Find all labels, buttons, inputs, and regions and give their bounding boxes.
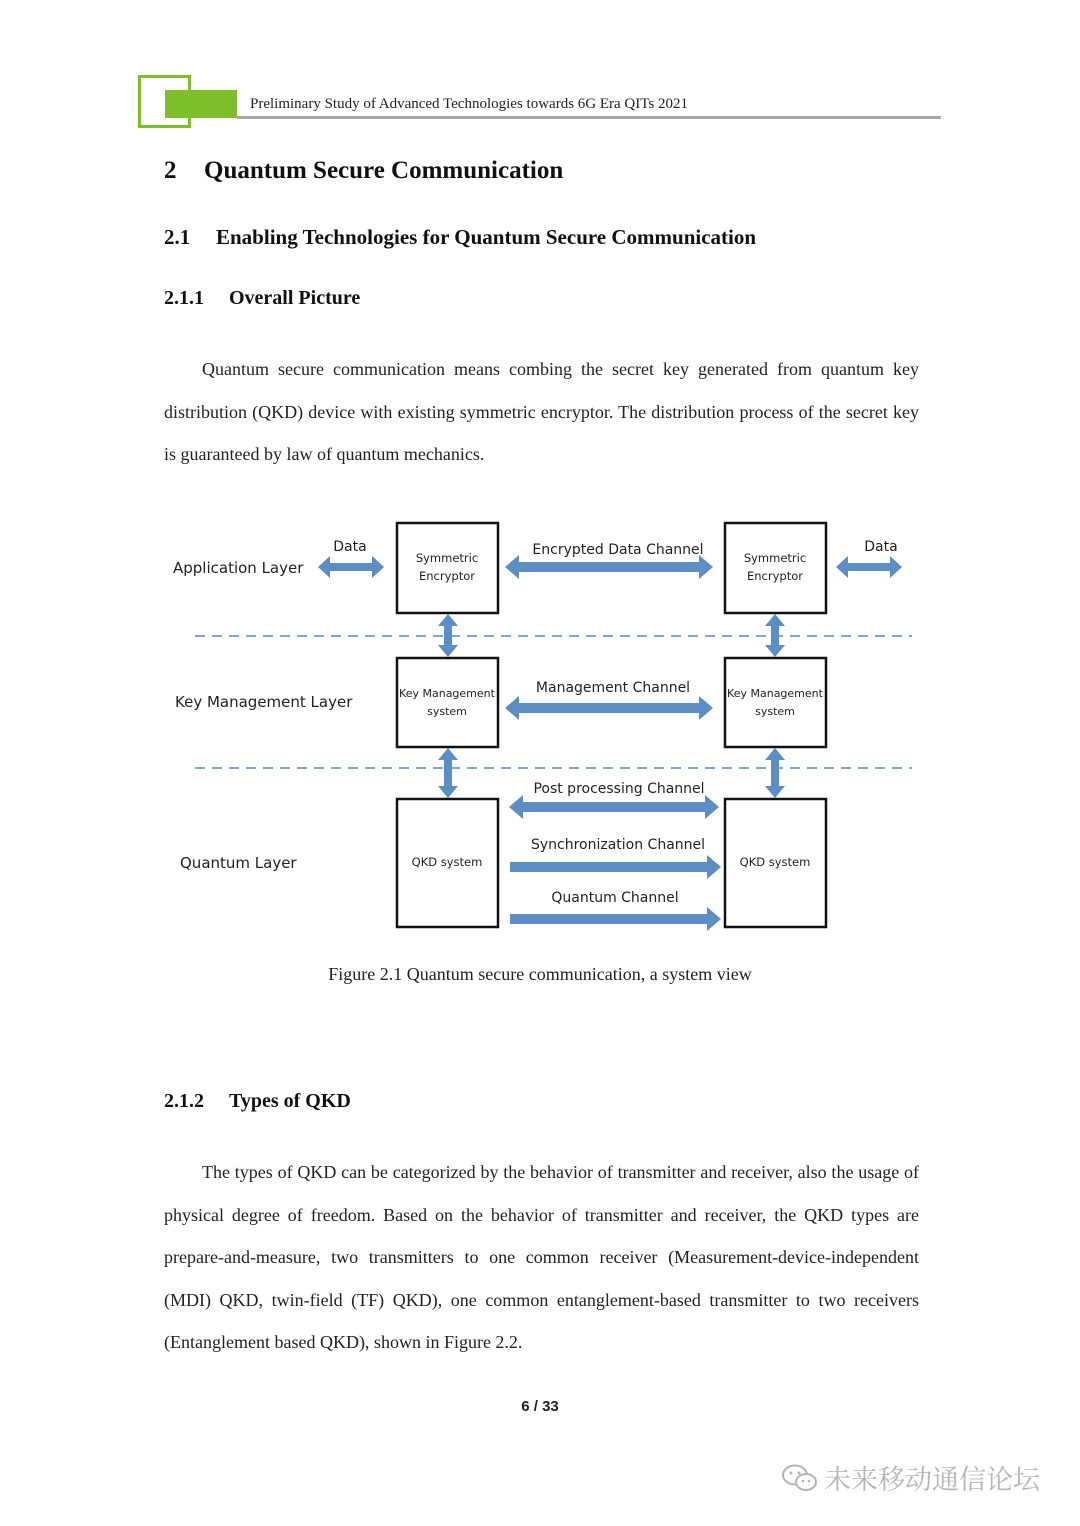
right-data-arrow — [836, 556, 902, 578]
subsubsection-number: 2.1.1 — [164, 287, 204, 309]
subsection-heading — [164, 225, 756, 250]
synchronization-channel-label: Synchronization Channel — [530, 837, 706, 853]
section-heading — [164, 157, 563, 185]
management-channel-arrow — [505, 696, 713, 720]
wechat-icon — [780, 1462, 820, 1501]
subsection-number: 2.1 — [164, 225, 191, 249]
right-kms-label-2: system — [755, 705, 795, 718]
figure-svg — [160, 510, 920, 940]
paragraph-types-text: The types of QKD can be categorized by the behavior of transmitter and receiver, also the usage of physical degree of freedom. Based on the behavior of transmitter and receiver, the QKD types are prepare-and-measure, two transmitters to one common receiver (Measurement-device-independent (MDI) QKD, twin-field (TF) QKD), one common entanglement-based transmitter to two receivers (Entanglement based QKD), shown in Figure 2.2. — [164, 1162, 919, 1352]
left-qkd-label: QKD system — [411, 855, 483, 869]
right-encryptor-label-1: Symmetric — [743, 551, 807, 565]
subsubsection-title: Overall Picture — [229, 287, 361, 309]
header-title: Preliminary Study of Advanced Technologies towards 6G Era QITs 2021 — [250, 96, 688, 112]
paragraph-types — [164, 1151, 919, 1364]
left-encryptor-label-1: Symmetric — [415, 551, 479, 565]
post-processing-channel-label: Post processing Channel — [533, 781, 705, 797]
management-channel-label: Management Channel — [535, 680, 691, 696]
post-processing-channel-arrow — [509, 795, 719, 819]
quantum-channel-arrow — [510, 907, 721, 931]
subsubsection-heading-overall — [164, 287, 360, 310]
quantum-layer-label: Quantum Layer — [180, 854, 297, 872]
right-kms-label-1: Key Management — [727, 687, 823, 700]
system-view-figure — [160, 510, 920, 940]
right-kms-qkd-arrow — [765, 748, 785, 798]
wechat-icon-svg — [780, 1462, 820, 1494]
right-qkd-label: QKD system — [739, 855, 811, 869]
left-kms-box — [397, 658, 498, 747]
left-kms-qkd-arrow — [438, 748, 458, 798]
subsubsection-heading-types — [164, 1090, 351, 1113]
subsection-title: Enabling Technologies for Quantum Secure Communication — [216, 225, 757, 249]
subsubsection-title: Types of QKD — [229, 1090, 351, 1112]
paragraph-overall-text: Quantum secure communication means combing the secret key generated from quantum key distribution (QKD) device with existing symmetric encryptor. The distribution process of the secret key is guaranteed by law of quantum mechanics. — [164, 359, 919, 464]
section-number: 2 — [164, 157, 177, 184]
right-encryptor-box — [725, 523, 826, 613]
right-kms-box — [725, 658, 826, 747]
left-kms-label-2: system — [427, 705, 467, 718]
right-data-label: Data — [864, 539, 898, 555]
right-encryptor-label-2: Encryptor — [747, 569, 803, 583]
encrypted-channel-label: Encrypted Data Channel — [532, 542, 704, 558]
paragraph-overall — [164, 348, 919, 476]
figure-caption: Figure 2.1 Quantum secure communication, a system view — [328, 964, 752, 984]
key-management-layer-label: Key Management Layer — [175, 693, 353, 711]
left-encryptor-label-2: Encryptor — [419, 569, 475, 583]
left-kms-label-1: Key Management — [399, 687, 495, 700]
section-title: Quantum Secure Communication — [204, 157, 564, 184]
application-layer-label: Application Layer — [173, 559, 304, 577]
watermark — [780, 1458, 1040, 1501]
left-data-arrow — [318, 556, 384, 578]
left-data-label: Data — [333, 539, 367, 555]
header-rule — [237, 116, 941, 119]
header-green-bar — [165, 90, 237, 118]
left-encryptor-box — [397, 523, 498, 613]
watermark-text: 未来移动通信论坛 — [824, 1465, 1040, 1496]
quantum-channel-label: Quantum Channel — [551, 890, 679, 906]
synchronization-channel-arrow — [510, 855, 721, 879]
subsubsection-number: 2.1.2 — [164, 1090, 204, 1112]
page-header — [0, 0, 1080, 140]
encrypted-channel-arrow — [505, 555, 713, 579]
page-number: 6 / 33 — [521, 1398, 559, 1415]
